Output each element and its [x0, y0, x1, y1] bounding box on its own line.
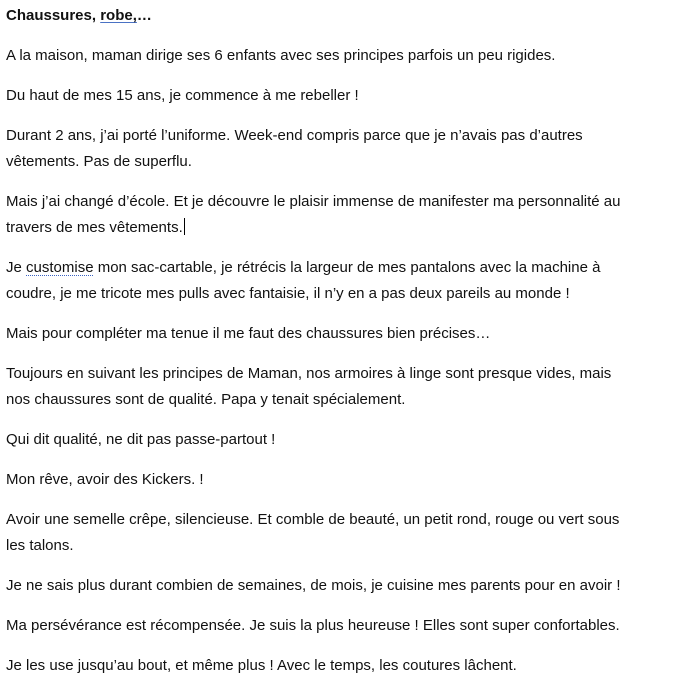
paragraph-1: A la maison, maman dirige ses 6 enfants avec ses principes parfois un peu rigides. — [6, 47, 556, 64]
paragraph-8: Qui dit qualité, ne dit pas passe-partout ! — [6, 431, 276, 448]
paragraph-5-post: mon sac-cartable, je rétrécis la largeur de mes pantalons avec la machine à — [93, 259, 601, 276]
paragraph-11: Je ne sais plus durant combien de semaines, de mois, je cuisine mes parents pour en avoir ! — [6, 577, 621, 594]
paragraph-13: Je les use jusqu’au bout, et même plus ! Avec le temps, les coutures lâchent. — [6, 657, 517, 674]
paragraph-3-line-1: Durant 2 ans, j’ai porté l’uniforme. Week-end compris parce que je n’avais pas d’autres — [6, 127, 583, 144]
title-part-shoes: Chaussures, — [6, 7, 101, 24]
paragraph-6: Mais pour compléter ma tenue il me faut des chaussures bien précises… — [6, 325, 491, 342]
paragraph-12: Ma persévérance est récompensée. Je suis la plus heureuse ! Elles sont super confortables. — [6, 617, 620, 634]
paragraph-5-line-2: coudre, je me tricote mes pulls avec fantaisie, il n’y en a pas deux pareils au monde ! — [6, 285, 570, 302]
paragraph-10-line-2: les talons. — [6, 537, 74, 554]
document-body[interactable] — [6, 5, 690, 679]
paragraph-7-line-2: nos chaussures sont de qualité. Papa y tenait spécialement. — [6, 391, 406, 408]
paragraph-10-line-1: Avoir une semelle crêpe, silencieuse. Et comble de beauté, un petit rond, rouge ou vert sous — [6, 511, 620, 528]
paragraph-7 — [6, 361, 690, 413]
paragraph-2: Du haut de mes 15 ans, je commence à me rebeller ! — [6, 87, 359, 104]
spellcheck-word-customise[interactable]: customise — [26, 259, 94, 276]
paragraph-4-line-2 — [6, 215, 690, 241]
title-part-ellipsis: … — [136, 7, 152, 24]
text-cursor — [184, 218, 185, 235]
paragraph-5 — [6, 255, 690, 307]
paragraph-4 — [6, 189, 690, 241]
paragraph-5-line-1 — [6, 255, 690, 281]
paragraph-7-line-1: Toujours en suivant les principes de Maman, nos armoires à linge sont presque vides, mais — [6, 365, 612, 382]
paragraph-3-line-2: vêtements. Pas de superflu. — [6, 153, 192, 170]
paragraph-4-line-2-text: travers de mes vêtements. — [6, 219, 183, 236]
document-title — [6, 5, 690, 27]
paragraph-9: Mon rêve, avoir des Kickers. ! — [6, 471, 204, 488]
paragraph-10 — [6, 507, 690, 559]
paragraph-5-pre: Je — [6, 259, 27, 276]
title-part-dress: robe, — [100, 7, 137, 24]
paragraph-3 — [6, 123, 690, 175]
paragraph-4-line-1: Mais j’ai changé d’école. Et je découvre le plaisir immense de manifester ma personnalité au — [6, 193, 621, 210]
